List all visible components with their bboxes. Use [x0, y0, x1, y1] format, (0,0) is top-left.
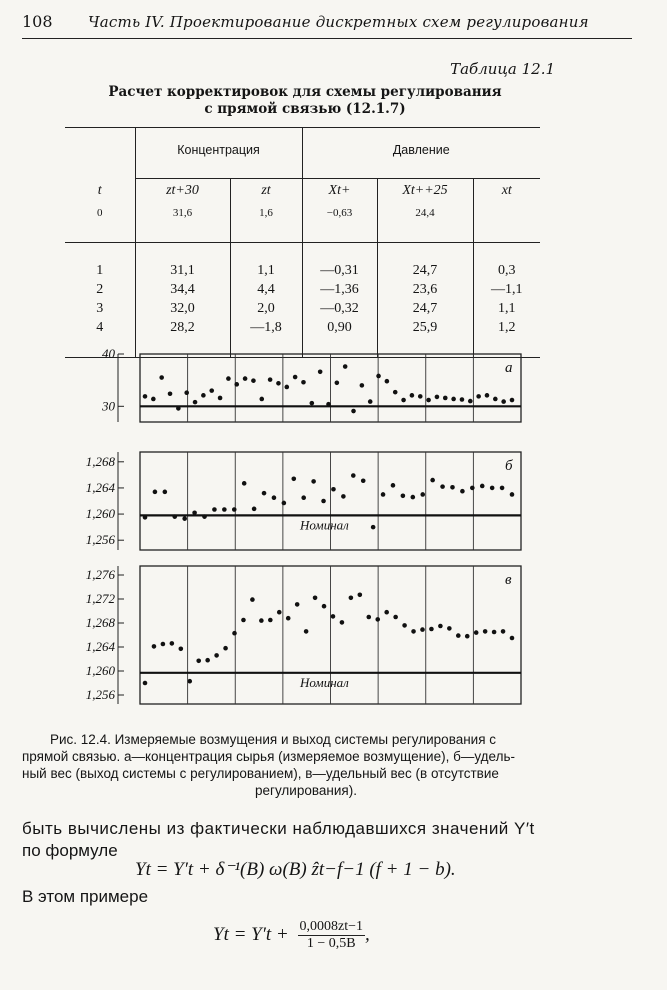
data-point: [510, 398, 515, 403]
formula-2: [213, 919, 370, 952]
data-point: [375, 617, 380, 622]
data-point: [282, 501, 287, 506]
data-point: [295, 602, 300, 607]
data-point: [358, 593, 363, 598]
formula-1: Yt = Y′t + δ⁻¹(B) ω(B) ẑt−f−1 (f + 1 − b).: [135, 859, 456, 880]
body-line: по формуле: [22, 841, 118, 860]
data-point: [321, 499, 326, 504]
cell: 1,1: [230, 262, 302, 281]
data-point: [418, 394, 423, 399]
data-point: [182, 516, 187, 521]
page-header: [22, 12, 632, 39]
data-point: [443, 396, 448, 401]
nominal-label: Номинал: [300, 517, 349, 533]
data-point: [366, 615, 371, 620]
formula-2-denominator: 1 − 0,5B: [306, 936, 356, 951]
data-point: [222, 507, 227, 512]
data-point: [384, 610, 389, 615]
data-point: [318, 369, 323, 374]
data-point: [480, 484, 485, 489]
data-point: [193, 400, 198, 405]
y-tick-label: 40: [102, 346, 115, 361]
data-table: [65, 127, 540, 358]
col-header-xt-small: xt: [473, 179, 540, 203]
data-point: [179, 647, 184, 652]
data-point: [192, 510, 197, 515]
table-row: [65, 281, 540, 300]
data-point: [286, 616, 291, 621]
formula-2-tail: ,: [365, 923, 370, 945]
data-point: [485, 393, 490, 398]
data-point: [470, 486, 475, 491]
chart-panel-a: [101, 346, 521, 422]
data-point: [313, 596, 318, 601]
y-tick-label: 1,276: [85, 567, 115, 582]
y-tick-label: 1,268: [85, 453, 115, 469]
data-point: [447, 626, 452, 631]
table-row: [65, 262, 540, 281]
table-caption: Таблица 12.1: [450, 60, 555, 78]
data-point: [196, 659, 201, 664]
data-point: [450, 485, 455, 490]
group-header-pressure: Давление: [302, 140, 540, 159]
data-point: [501, 399, 506, 404]
data-point: [440, 484, 445, 489]
data-point: [226, 376, 231, 381]
data-point: [176, 406, 181, 411]
col-header-t: t: [97, 182, 102, 198]
data-point: [170, 641, 175, 646]
cell: 0,90: [302, 319, 377, 338]
body-text: [22, 818, 612, 862]
data-point: [202, 514, 207, 519]
data-point: [276, 381, 281, 386]
cell: 23,6: [377, 281, 473, 300]
data-point: [429, 627, 434, 632]
data-point: [492, 630, 497, 635]
data-point: [212, 507, 217, 512]
data-point: [272, 495, 277, 500]
cell: 0,3: [473, 262, 540, 281]
cell: 1,2: [473, 319, 540, 338]
cell: —1,8: [230, 319, 302, 338]
data-point: [201, 393, 206, 398]
data-point: [438, 624, 443, 629]
data-point: [252, 507, 257, 512]
table-title-line2: с прямой связью (12.1.7): [204, 101, 406, 117]
data-point: [143, 515, 148, 520]
table-row: [65, 319, 540, 338]
data-point: [259, 618, 264, 623]
data-point: [430, 478, 435, 483]
cell: —0,31: [302, 262, 377, 281]
cell: 2: [96, 282, 104, 297]
data-point: [241, 618, 246, 623]
data-point: [284, 385, 289, 390]
col-header-zt: zt: [230, 179, 302, 203]
data-point: [483, 629, 488, 634]
data-point: [293, 375, 298, 380]
table-row: [65, 300, 540, 319]
init-cell: 1,6: [230, 203, 302, 223]
data-point: [340, 620, 345, 625]
figure-caption: [22, 731, 590, 799]
data-point: [385, 379, 390, 384]
data-point: [456, 633, 461, 638]
figure-caption-line: регулирования).: [255, 783, 357, 798]
cell: 3: [96, 301, 104, 316]
data-point: [251, 378, 256, 383]
data-point: [143, 394, 148, 399]
data-point: [326, 402, 331, 407]
cell: 4,4: [230, 281, 302, 300]
running-title: Часть IV. Проектирование дискретных схем регулирования: [88, 13, 589, 31]
data-point: [161, 642, 166, 647]
panel-label: а: [505, 360, 513, 376]
data-point: [301, 495, 306, 500]
data-point: [168, 391, 173, 396]
data-point: [410, 393, 415, 398]
data-point: [259, 397, 264, 402]
col-header-xt25: Xt++25: [377, 179, 473, 203]
init-cell: 24,4: [377, 203, 473, 223]
data-point: [291, 476, 296, 481]
panel-label: в: [505, 572, 512, 588]
data-point: [368, 399, 373, 404]
body-line: В этом примере: [22, 887, 149, 906]
data-point: [311, 479, 316, 484]
data-point: [402, 623, 407, 628]
cell: 25,9: [377, 319, 473, 338]
cell: —1,36: [302, 281, 377, 300]
data-point: [232, 507, 237, 512]
data-point: [393, 390, 398, 395]
data-point: [223, 646, 228, 651]
data-point: [322, 604, 327, 609]
data-point: [262, 491, 267, 496]
table-title: [0, 84, 610, 118]
data-point: [360, 383, 365, 388]
data-point: [335, 380, 340, 385]
data-point: [250, 597, 255, 602]
cell: 32,0: [135, 300, 230, 319]
cell: —1,1: [473, 281, 540, 300]
data-point: [501, 629, 506, 634]
data-point: [159, 375, 164, 380]
formula-2-lhs: Yt = Y′t +: [213, 923, 289, 945]
data-point: [460, 397, 465, 402]
data-point: [435, 395, 440, 400]
data-point: [143, 681, 148, 686]
data-point: [349, 596, 354, 601]
page-number: 108: [22, 12, 53, 31]
data-point: [243, 376, 248, 381]
nominal-label: Номинал: [300, 674, 349, 690]
data-point: [187, 679, 192, 684]
init-cell: [473, 203, 540, 223]
data-point: [510, 492, 515, 497]
data-point: [153, 490, 158, 495]
data-point: [242, 481, 247, 486]
data-point: [310, 401, 315, 406]
panel-label: б: [505, 458, 513, 474]
data-point: [490, 486, 495, 491]
chart-panel-b: [86, 452, 521, 550]
data-point: [268, 377, 273, 382]
col-header-xt: Xt+: [302, 179, 377, 203]
chart-panel-v: [86, 566, 521, 704]
figure-caption-line: Рис. 12.4. Измеряемые возмущения и выход системы регулирования с: [50, 732, 497, 747]
group-header-concentration: Концентрация: [135, 140, 302, 159]
data-point: [381, 492, 386, 497]
data-point: [391, 483, 396, 488]
data-point: [411, 495, 416, 500]
data-point: [510, 636, 515, 641]
figure-caption-line: ный вес (выход системы с регулированием), в—удельный вес (в отсутствие: [22, 766, 499, 781]
cell: 34,4: [135, 281, 230, 300]
cell: 24,7: [377, 262, 473, 281]
y-tick-label: 1,264: [85, 639, 115, 654]
table-title-line1: Расчет корректировок для схемы регулирования: [108, 84, 502, 100]
data-point: [476, 394, 481, 399]
data-point: [351, 409, 356, 414]
data-point: [205, 658, 210, 663]
data-point: [163, 490, 168, 495]
data-point: [209, 388, 214, 393]
y-tick-label: 1,272: [85, 591, 115, 606]
data-point: [420, 492, 425, 497]
y-tick-label: 1,268: [85, 615, 115, 630]
init-cell: 0: [97, 206, 103, 219]
data-point: [451, 397, 456, 402]
figure-caption-line: прямой связью. а—концентрация сырья (измеряемое возмущение), б—удель-: [22, 749, 515, 764]
data-point: [214, 653, 219, 658]
data-point: [331, 487, 336, 492]
data-point: [393, 615, 398, 620]
data-point: [474, 630, 479, 635]
y-tick-label: 1,260: [85, 506, 115, 522]
formula-2-numerator: 0,0008zt−1: [299, 919, 363, 934]
data-point: [401, 493, 406, 498]
data-point: [420, 627, 425, 632]
data-point: [376, 374, 381, 379]
data-point: [361, 478, 366, 483]
y-tick-label: 1,260: [85, 663, 115, 678]
data-point: [341, 494, 346, 499]
init-cell: −0,63: [302, 203, 377, 223]
data-point: [500, 486, 505, 491]
data-point: [343, 364, 348, 369]
data-point: [151, 397, 156, 402]
cell: 2,0: [230, 300, 302, 319]
body-line: быть вычислены из фактически наблюдавшихся значений Y′t: [22, 819, 535, 838]
data-point: [301, 380, 306, 385]
data-point: [152, 644, 157, 649]
cell: 1,1: [473, 300, 540, 319]
data-point: [277, 610, 282, 615]
data-point: [460, 489, 465, 494]
y-tick-label: 1,256: [85, 687, 115, 702]
data-point: [304, 629, 309, 634]
col-header-zt30: zt+30: [135, 179, 230, 203]
data-point: [493, 397, 498, 402]
data-point: [331, 614, 336, 619]
data-point: [184, 390, 189, 395]
data-point: [351, 473, 356, 478]
data-point: [234, 382, 239, 387]
data-point: [401, 398, 406, 403]
data-point: [426, 398, 431, 403]
data-point: [232, 631, 237, 636]
init-cell: 31,6: [135, 203, 230, 223]
cell: 24,7: [377, 300, 473, 319]
data-point: [218, 396, 223, 401]
cell: 31,1: [135, 262, 230, 281]
y-tick-label: 30: [102, 398, 115, 414]
y-tick-label: 1,264: [85, 479, 115, 495]
data-point: [371, 525, 376, 530]
cell: 4: [96, 320, 104, 335]
data-point: [172, 514, 177, 519]
data-point: [468, 399, 473, 404]
cell: —0,32: [302, 300, 377, 319]
y-tick-label: 1,256: [85, 532, 115, 548]
data-point: [465, 634, 470, 639]
cell: 28,2: [135, 319, 230, 338]
data-point: [268, 618, 273, 623]
figure-12-4: [0, 340, 667, 730]
cell: 1: [96, 263, 104, 278]
data-point: [411, 629, 416, 634]
